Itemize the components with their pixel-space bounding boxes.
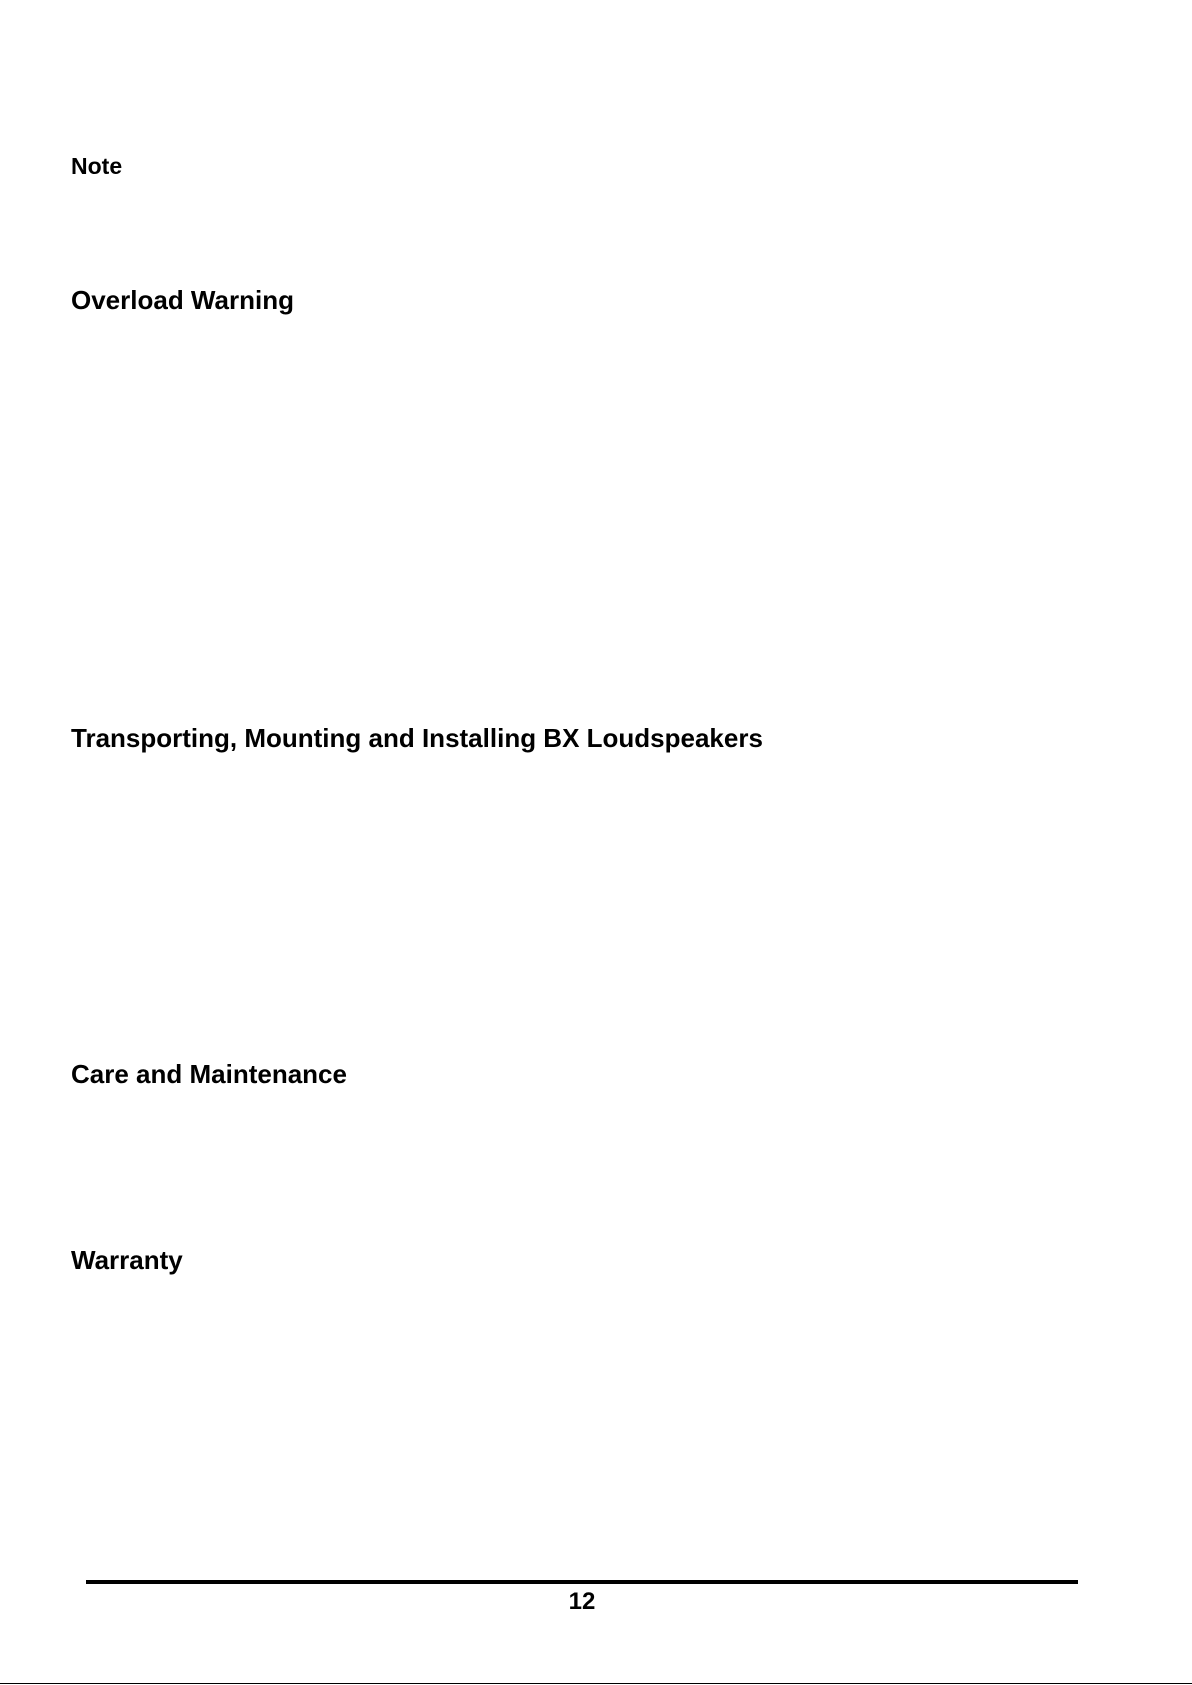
section-heading-transporting: Transporting, Mounting and Installing BX Loudspeakers [71,723,763,753]
section-heading-note: Note [71,153,123,179]
section-heading-care-maintenance: Care and Maintenance [71,1059,347,1089]
page-bottom-border [0,1683,1192,1684]
page-number: 12 [568,1588,596,1615]
section-heading-warranty: Warranty [71,1245,183,1275]
section-heading-overload-warning: Overload Warning [71,285,294,315]
footer-divider [86,1580,1078,1584]
